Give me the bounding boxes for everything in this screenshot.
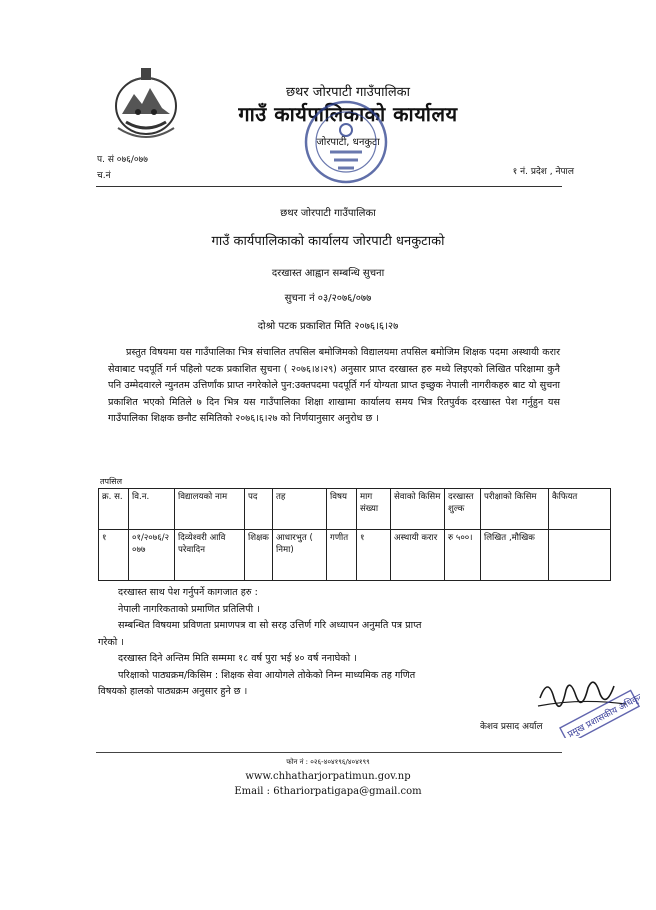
requirement-item-continued: विषयको हालको पाठ्यक्रम अनुसार हुने छ ।	[98, 686, 248, 697]
notice-municipality: छथर जोरपाटी गाउँपालिका	[280, 208, 376, 219]
notice-body: प्रस्तुत विषयमा यस गाउँपालिका भित्र संचालित तपसिल बमोजिमको विद्यालयमा तपसिल बमोजिम शिक्षक पदमा अस्थायी करार सेवाबाट पदपूर्ति गर्न पहिलो पटक प्रकाशित सुचना ( २०७६।४।२९) अनुसार प्राप्त दरखास्त हरु मध्ये लिइएको लिखित परिक्षामा कुनै पनि उम्मेदवारले न्युनतम उत्तिर्णांक प्राप्त नगरेकोले पुन:उक्तपदमा पदपूर्ति गर्न योग्यता प्राप्त इच्छुक नेपाली नागरीकहरु बाट यो सुचना प्रकाशित भएको मितिले ७ दिन भित्र यस गाउँपालिका शिक्षा शाखामा कार्यालय समय भित्र रितपुर्वक दरखास्त पेश गर्नुहुन यस गाउँपालिका शिक्षक छनौट समितिको २०७६।६।२७ को निर्णयानुसार अनुरोध छ ।	[108, 347, 560, 424]
table-cell: गणीत	[327, 530, 357, 581]
col-header: तह	[273, 489, 327, 530]
table-cell: १	[99, 530, 129, 581]
table-row	[99, 530, 611, 581]
table-label: तपसिल	[100, 477, 123, 486]
col-header: क्र. स.	[99, 489, 129, 530]
table-cell	[549, 530, 611, 581]
signatory-name: केशव प्रसाद अर्याल	[480, 722, 543, 732]
col-header: परीक्षाको किसिम	[481, 489, 549, 530]
requirement-item: नेपाली नागरिकताको प्रमाणित प्रतिलिपी ।	[118, 603, 260, 615]
col-header: विषय	[327, 489, 357, 530]
requirement-item: दरखास्त दिने अन्तिम मिति सम्ममा १८ वर्ष पुरा भई ४० वर्ष ननाघेको ।	[118, 653, 357, 664]
table-header-row	[99, 489, 611, 530]
office-stamp	[300, 96, 392, 188]
notice-office: गाउँ कार्यपालिकाको कार्यालय जोरपाटी धनकुटाको	[211, 234, 445, 249]
municipality-name: छथर जोरपाटी गाउँपालिका	[285, 85, 411, 100]
table-cell: अस्थायी करार	[391, 530, 445, 581]
province-label: १ नं. प्रदेश , नेपाल	[512, 167, 574, 177]
table-cell: ०१/२०७६/२०७७	[129, 530, 175, 581]
office-name: गाउँ कार्यपालिकाको कार्यालय	[238, 102, 458, 126]
requirement-item: सम्बन्धित विषयमा प्रविणता प्रमाणपत्र वा सो सरह उत्तिर्ण गरि अध्यापन अनुमति पत्र प्राप्त	[118, 620, 422, 631]
table-cell: लिखित ,मौखिक	[481, 530, 549, 581]
col-header: कैफियत	[549, 489, 611, 530]
footer-divider	[96, 752, 562, 753]
footer-website: www.chhatharjorpatimun.gov.np	[245, 771, 411, 782]
footer-email: Email : 6thariorpatigapa@gmail.com	[234, 786, 422, 797]
col-header: पद	[245, 489, 273, 530]
requirement-item-continued: गरेको ।	[98, 636, 124, 648]
office-place: जोरपाटी, धनकुटा	[316, 137, 380, 148]
vacancy-table	[98, 488, 611, 581]
requirement-item: परिक्षाको पाठ्यक्रम/किसिम : शिक्षक सेवा आयोगले तोकेको निम्न माध्यमिक तह गणित	[118, 669, 416, 681]
col-header: विद्यालयको नाम	[175, 489, 245, 530]
requirements-section	[98, 585, 558, 701]
publish-date: दोश्रो पटक प्रकाशित मिति २०७६।६।२७	[257, 321, 399, 332]
notice-number: सुचना नं ०३/२०७६/०७७	[284, 293, 372, 304]
col-header: सेवाको किसिम	[391, 489, 445, 530]
stamp-text: प्रमुख प्रशासकीय अधिकृत	[566, 691, 640, 738]
dispatch-number: च.नं	[97, 171, 111, 181]
col-header: दरखास्त शुल्क	[445, 489, 481, 530]
col-header: वि.न.	[129, 489, 175, 530]
table-cell: आधारभुत ( निमा)	[273, 530, 327, 581]
table-cell: दिव्येश्वरी आवि परेवादिन	[175, 530, 245, 581]
requirements-heading: दरखास्त साथ पेश गर्नुपर्ने कागजात हरु :	[118, 587, 258, 598]
footer-phone: फोन नं : ०२६-४०४१९६/४०४१९९	[286, 758, 370, 766]
header-divider	[96, 186, 562, 187]
table-cell: १	[357, 530, 391, 581]
table-cell: शिक्षक	[245, 530, 273, 581]
notice-subject: दरखास्त आह्वान सम्बन्धि सुचना	[271, 268, 385, 279]
col-header: माग संख्या	[357, 489, 391, 530]
reference-number: प. सं ०७६/०७७	[97, 155, 148, 165]
table-cell: रु ५००।	[445, 530, 481, 581]
signature	[530, 668, 640, 738]
